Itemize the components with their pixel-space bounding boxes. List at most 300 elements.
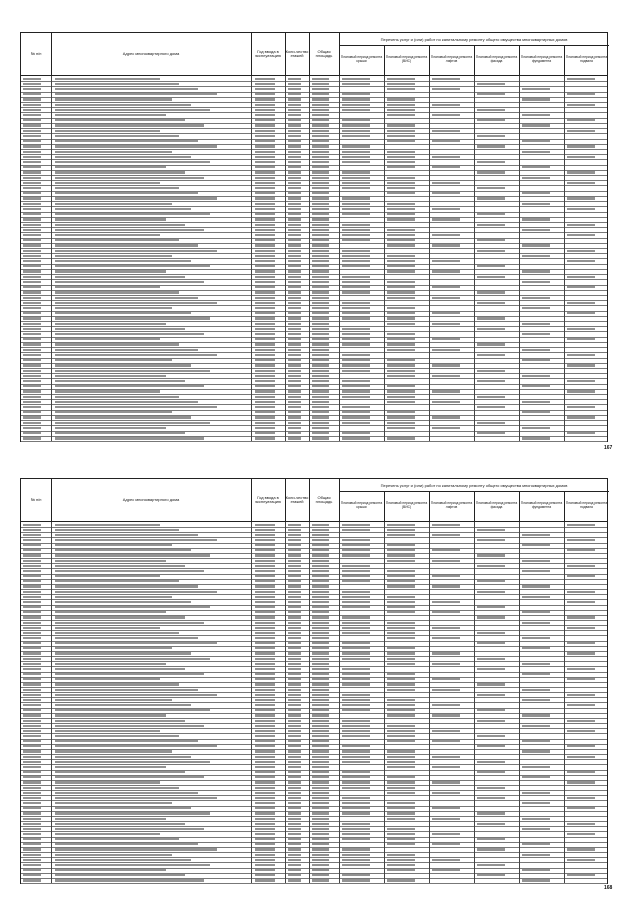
cell-text-stroke	[387, 109, 415, 111]
cell-text-stroke	[342, 735, 370, 737]
cell-text-stroke	[23, 678, 41, 680]
cell-text-stroke	[387, 390, 415, 392]
cell-text-stroke	[255, 135, 275, 137]
cell-text-stroke	[55, 354, 217, 356]
cell-text-stroke	[23, 833, 41, 835]
cell-text-stroke	[255, 544, 275, 546]
cell-text-stroke	[312, 88, 329, 90]
cell-text-stroke	[255, 704, 275, 706]
cell-text-stroke	[432, 416, 460, 418]
cell-text-stroke	[55, 575, 160, 577]
cell-text-stroke	[432, 601, 460, 603]
cell-text-stroke	[342, 606, 370, 608]
cell-text-stroke	[288, 776, 301, 778]
cell-text-stroke	[477, 529, 505, 531]
cell-text-stroke	[23, 807, 41, 809]
cell-text-stroke	[432, 575, 460, 577]
cell-text-stroke	[55, 78, 160, 80]
cell-text-stroke	[432, 740, 460, 742]
cell-text-stroke	[55, 874, 185, 876]
cell-text-stroke	[432, 652, 460, 654]
cell-text-stroke	[342, 197, 370, 199]
cell-text-stroke	[567, 234, 595, 236]
cell-text-stroke	[255, 689, 275, 691]
cell-text-stroke	[387, 735, 415, 737]
cell-text-stroke	[288, 652, 301, 654]
cell-text-stroke	[23, 627, 41, 629]
cell-text-stroke	[23, 286, 41, 288]
cell-text-stroke	[522, 647, 550, 649]
cell-text-stroke	[432, 843, 460, 845]
cell-text-stroke	[288, 818, 301, 820]
cell-text-stroke	[387, 286, 415, 288]
cell-text-stroke	[312, 668, 329, 670]
cell-text-stroke	[23, 709, 41, 711]
cell-text-stroke	[55, 720, 185, 722]
cell-text-stroke	[255, 83, 275, 85]
cell-text-stroke	[23, 124, 41, 126]
cell-text-stroke	[567, 745, 595, 747]
cell-text-stroke	[288, 864, 301, 866]
cell-text-stroke	[55, 787, 179, 789]
cell-text-stroke	[387, 627, 415, 629]
cell-text-stroke	[387, 161, 415, 163]
cell-text-stroke	[23, 560, 41, 562]
cell-text-stroke	[55, 560, 166, 562]
cell-text-stroke	[23, 343, 41, 345]
cell-text-stroke	[288, 171, 301, 173]
cell-text-stroke	[288, 140, 301, 142]
cell-text-stroke	[312, 364, 329, 366]
cell-text-stroke	[567, 432, 595, 434]
cell-text-stroke	[387, 88, 415, 90]
cell-text-stroke	[342, 177, 370, 179]
cell-text-stroke	[23, 145, 41, 147]
cell-text-stroke	[23, 109, 41, 111]
cell-text-stroke	[55, 828, 204, 830]
cell-text-stroke	[288, 370, 301, 372]
cell-text-stroke	[55, 83, 179, 85]
cell-text-stroke	[312, 787, 329, 789]
cell-text-stroke	[55, 637, 198, 639]
cell-text-stroke	[312, 213, 329, 215]
cell-text-stroke	[312, 673, 329, 675]
page-number: 167	[604, 445, 613, 451]
cell-text-stroke	[477, 874, 505, 876]
cell-text-stroke	[55, 549, 191, 551]
header-sub-2: Плановый период ремонта (ВИС)	[384, 491, 430, 521]
cell-text-stroke	[387, 601, 415, 603]
cell-text-stroke	[23, 390, 41, 392]
cell-text-stroke	[312, 524, 329, 526]
cell-text-stroke	[387, 549, 415, 551]
cell-text-stroke	[477, 276, 505, 278]
cell-text-stroke	[387, 683, 415, 685]
cell-text-stroke	[23, 338, 41, 340]
cell-text-stroke	[23, 616, 41, 618]
cell-text-stroke	[312, 354, 329, 356]
cell-text-stroke	[312, 244, 329, 246]
cell-text-stroke	[55, 647, 172, 649]
cell-text-stroke	[567, 642, 595, 644]
cell-text-stroke	[288, 166, 301, 168]
cell-text-stroke	[23, 135, 41, 137]
cell-text-stroke	[55, 714, 166, 716]
cell-text-stroke	[342, 750, 370, 752]
cell-text-stroke	[288, 549, 301, 551]
cell-text-stroke	[288, 291, 301, 293]
cell-text-stroke	[477, 93, 505, 95]
cell-text-stroke	[255, 229, 275, 231]
cell-text-stroke	[23, 177, 41, 179]
cell-text-stroke	[312, 859, 329, 861]
cell-text-stroke	[255, 333, 275, 335]
cell-text-stroke	[387, 529, 415, 531]
page-number: 168	[604, 885, 613, 891]
cell-text-stroke	[342, 694, 370, 696]
cell-text-stroke	[342, 265, 370, 267]
cell-text-stroke	[312, 255, 329, 257]
cell-text-stroke	[522, 349, 550, 351]
cell-text-stroke	[312, 802, 329, 804]
cell-text-stroke	[342, 627, 370, 629]
cell-text-stroke	[23, 673, 41, 675]
cell-text-stroke	[477, 658, 505, 660]
cell-text-stroke	[23, 182, 41, 184]
cell-text-stroke	[23, 730, 41, 732]
cell-text-stroke	[567, 601, 595, 603]
cell-text-stroke	[312, 197, 329, 199]
cell-text-stroke	[288, 177, 301, 179]
cell-text-stroke	[522, 411, 550, 413]
cell-text-stroke	[432, 611, 460, 613]
cell-text-stroke	[255, 709, 275, 711]
cell-text-stroke	[342, 250, 370, 252]
cell-text-stroke	[342, 98, 370, 100]
cell-text-stroke	[567, 119, 595, 121]
cell-text-stroke	[255, 338, 275, 340]
cell-text-stroke	[288, 781, 301, 783]
cell-text-stroke	[387, 437, 415, 439]
cell-text-stroke	[522, 88, 550, 90]
cell-text-stroke	[55, 260, 191, 262]
cell-text-stroke	[387, 689, 415, 691]
cell-text-stroke	[342, 354, 370, 356]
cell-text-stroke	[387, 291, 415, 293]
cell-text-stroke	[55, 704, 191, 706]
cell-text-stroke	[23, 668, 41, 670]
table-page-1	[20, 32, 608, 442]
cell-text-stroke	[312, 312, 329, 314]
cell-text-stroke	[312, 370, 329, 372]
cell-text-stroke	[55, 585, 198, 587]
cell-text-stroke	[255, 575, 275, 577]
cell-text-stroke	[55, 554, 210, 556]
cell-text-stroke	[255, 554, 275, 556]
cell-text-stroke	[288, 333, 301, 335]
cell-text-stroke	[23, 416, 41, 418]
cell-text-stroke	[255, 745, 275, 747]
cell-text-stroke	[342, 580, 370, 582]
cell-text-stroke	[55, 848, 217, 850]
cell-text-stroke	[342, 286, 370, 288]
cell-text-stroke	[55, 229, 204, 231]
cell-text-stroke	[55, 93, 217, 95]
cell-text-stroke	[432, 869, 460, 871]
cell-text-stroke	[55, 534, 198, 536]
cell-text-stroke	[255, 750, 275, 752]
cell-text-stroke	[288, 93, 301, 95]
cell-text-stroke	[255, 375, 275, 377]
cell-text-stroke	[387, 427, 415, 429]
cell-text-stroke	[23, 104, 41, 106]
cell-text-stroke	[23, 606, 41, 608]
header-sub-6: Плановый период ремонта подвала	[565, 501, 608, 509]
cell-text-stroke	[288, 135, 301, 137]
cell-text-stroke	[288, 745, 301, 747]
cell-text-stroke	[477, 745, 505, 747]
cell-text-stroke	[387, 869, 415, 871]
cell-text-stroke	[312, 823, 329, 825]
cell-text-stroke	[312, 390, 329, 392]
cell-text-stroke	[23, 427, 41, 429]
cell-text-stroke	[342, 812, 370, 814]
cell-text-stroke	[387, 787, 415, 789]
cell-text-stroke	[23, 580, 41, 582]
cell-text-stroke	[288, 792, 301, 794]
cell-text-stroke	[312, 286, 329, 288]
cell-text-stroke	[387, 652, 415, 654]
cell-text-stroke	[342, 93, 370, 95]
cell-text-stroke	[477, 580, 505, 582]
cell-text-stroke	[312, 109, 329, 111]
cell-text-stroke	[23, 529, 41, 531]
cell-text-stroke	[55, 776, 204, 778]
cell-text-stroke	[387, 776, 415, 778]
cell-text-stroke	[288, 812, 301, 814]
cell-text-stroke	[432, 859, 460, 861]
cell-text-stroke	[522, 192, 550, 194]
cell-text-stroke	[342, 699, 370, 701]
cell-text-stroke	[312, 818, 329, 820]
cell-text-stroke	[342, 823, 370, 825]
cell-text-stroke	[387, 208, 415, 210]
cell-text-stroke	[55, 802, 172, 804]
cell-text-stroke	[567, 591, 595, 593]
cell-text-stroke	[23, 396, 41, 398]
cell-text-stroke	[255, 88, 275, 90]
cell-text-stroke	[288, 787, 301, 789]
cell-text-stroke	[23, 317, 41, 319]
cell-text-stroke	[288, 622, 301, 624]
cell-text-stroke	[432, 818, 460, 820]
cell-text-stroke	[55, 286, 160, 288]
header-year: Год ввода в эксплуатацию	[251, 479, 286, 521]
cell-text-stroke	[477, 239, 505, 241]
cell-text-stroke	[255, 843, 275, 845]
cell-text-stroke	[477, 187, 505, 189]
cell-text-stroke	[23, 239, 41, 241]
cell-text-stroke	[312, 622, 329, 624]
cell-text-stroke	[288, 375, 301, 377]
cell-text-stroke	[387, 781, 415, 783]
cell-text-stroke	[477, 694, 505, 696]
cell-text-stroke	[522, 802, 550, 804]
cell-text-stroke	[342, 182, 370, 184]
cell-text-stroke	[288, 720, 301, 722]
cell-text-stroke	[55, 349, 198, 351]
cell-text-stroke	[432, 88, 460, 90]
cell-text-stroke	[55, 234, 160, 236]
cell-text-stroke	[255, 323, 275, 325]
cell-text-stroke	[255, 725, 275, 727]
cell-text-stroke	[55, 312, 191, 314]
cell-text-stroke	[312, 585, 329, 587]
cell-text-stroke	[255, 270, 275, 272]
cell-text-stroke	[23, 270, 41, 272]
cell-text-stroke	[288, 854, 301, 856]
cell-text-stroke	[522, 637, 550, 639]
cell-text-stroke	[522, 714, 550, 716]
cell-text-stroke	[312, 694, 329, 696]
cell-text-stroke	[288, 544, 301, 546]
cell-text-stroke	[255, 766, 275, 768]
cell-text-stroke	[522, 534, 550, 536]
cell-text-stroke	[312, 380, 329, 382]
cell-text-stroke	[567, 145, 595, 147]
cell-text-stroke	[567, 93, 595, 95]
cell-text-stroke	[23, 704, 41, 706]
cell-text-stroke	[23, 333, 41, 335]
cell-text-stroke	[255, 683, 275, 685]
cell-text-stroke	[522, 255, 550, 257]
cell-text-stroke	[312, 385, 329, 387]
cell-text-stroke	[387, 580, 415, 582]
cell-text-stroke	[387, 766, 415, 768]
cell-text-stroke	[23, 171, 41, 173]
cell-text-stroke	[312, 98, 329, 100]
cell-text-stroke	[23, 297, 41, 299]
cell-text-stroke	[342, 864, 370, 866]
cell-text-stroke	[432, 218, 460, 220]
cell-text-stroke	[387, 647, 415, 649]
cell-text-stroke	[55, 580, 179, 582]
cell-text-stroke	[342, 416, 370, 418]
cell-text-stroke	[288, 104, 301, 106]
cell-text-stroke	[432, 349, 460, 351]
cell-text-stroke	[288, 234, 301, 236]
cell-text-stroke	[342, 276, 370, 278]
cell-text-stroke	[312, 229, 329, 231]
cell-text-stroke	[255, 735, 275, 737]
cell-text-stroke	[312, 601, 329, 603]
cell-text-stroke	[312, 544, 329, 546]
cell-text-stroke	[23, 554, 41, 556]
cell-text-stroke	[477, 668, 505, 670]
cell-text-stroke	[288, 343, 301, 345]
header-sub-5: Плановый период ремонта фундамента	[519, 491, 565, 521]
cell-text-stroke	[312, 781, 329, 783]
cell-text-stroke	[23, 683, 41, 685]
cell-text-stroke	[522, 323, 550, 325]
cell-text-stroke	[288, 663, 301, 665]
cell-text-stroke	[342, 124, 370, 126]
cell-text-stroke	[255, 740, 275, 742]
cell-text-stroke	[288, 297, 301, 299]
cell-text-stroke	[342, 380, 370, 382]
cell-text-stroke	[312, 642, 329, 644]
cell-text-stroke	[23, 276, 41, 278]
cell-text-stroke	[477, 823, 505, 825]
cell-text-stroke	[255, 663, 275, 665]
cell-text-stroke	[312, 632, 329, 634]
cell-text-stroke	[312, 161, 329, 163]
cell-text-stroke	[288, 182, 301, 184]
cell-text-stroke	[432, 260, 460, 262]
cell-text-stroke	[432, 524, 460, 526]
cell-text-stroke	[55, 244, 198, 246]
cell-text-stroke	[288, 580, 301, 582]
cell-text-stroke	[23, 812, 41, 814]
cell-text-stroke	[255, 328, 275, 330]
cell-text-stroke	[288, 689, 301, 691]
cell-text-stroke	[55, 761, 210, 763]
cell-text-stroke	[312, 637, 329, 639]
cell-text-stroke	[288, 192, 301, 194]
cell-text-stroke	[288, 534, 301, 536]
cell-text-stroke	[55, 864, 210, 866]
cell-text-stroke	[55, 740, 198, 742]
cell-text-stroke	[312, 828, 329, 830]
cell-text-stroke	[23, 864, 41, 866]
cell-text-stroke	[312, 234, 329, 236]
cell-text-stroke	[288, 224, 301, 226]
cell-text-stroke	[477, 265, 505, 267]
cell-text-stroke	[55, 328, 185, 330]
cell-text-stroke	[387, 416, 415, 418]
cell-text-stroke	[255, 596, 275, 598]
cell-text-stroke	[432, 560, 460, 562]
cell-text-stroke	[255, 218, 275, 220]
cell-text-stroke	[387, 135, 415, 137]
cell-text-stroke	[255, 652, 275, 654]
cell-text-stroke	[23, 534, 41, 536]
cell-text-stroke	[522, 375, 550, 377]
cell-text-stroke	[387, 323, 415, 325]
cell-text-stroke	[255, 585, 275, 587]
cell-text-stroke	[23, 88, 41, 90]
cell-text-stroke	[387, 265, 415, 267]
cell-text-stroke	[288, 401, 301, 403]
cell-text-stroke	[387, 704, 415, 706]
cell-text-stroke	[387, 761, 415, 763]
cell-text-stroke	[477, 302, 505, 304]
cell-text-stroke	[55, 622, 204, 624]
cell-text-stroke	[312, 797, 329, 799]
cell-text-stroke	[567, 771, 595, 773]
cell-text-stroke	[387, 218, 415, 220]
cell-text-stroke	[55, 838, 179, 840]
cell-text-stroke	[387, 307, 415, 309]
cell-text-stroke	[288, 879, 301, 881]
cell-text-stroke	[288, 229, 301, 231]
cell-text-stroke	[55, 745, 217, 747]
cell-text-stroke	[312, 833, 329, 835]
cell-text-stroke	[255, 98, 275, 100]
cell-text-stroke	[255, 197, 275, 199]
cell-text-stroke	[23, 539, 41, 541]
cell-text-stroke	[23, 848, 41, 850]
